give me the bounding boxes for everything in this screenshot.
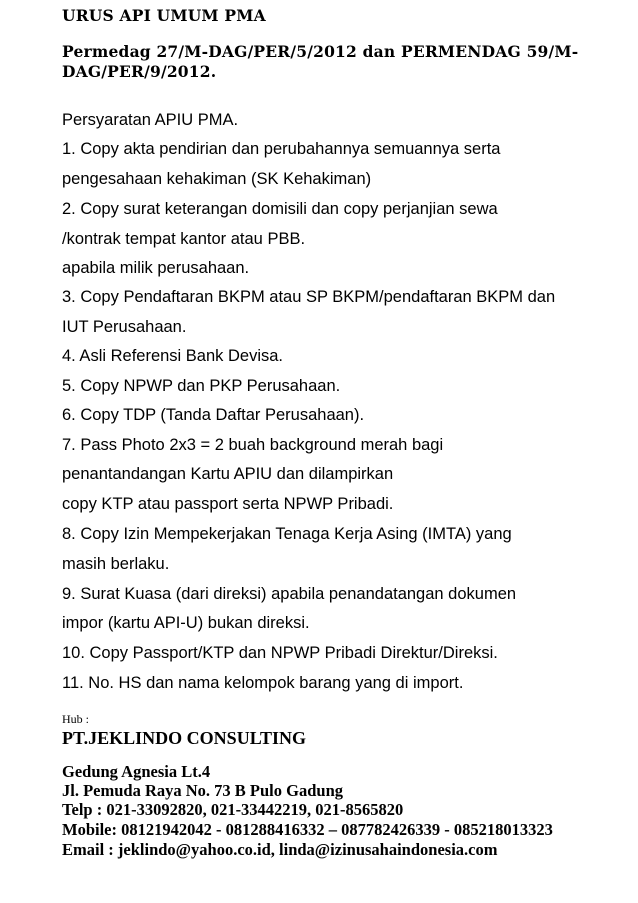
requirement-line: 1. Copy akta pendirian dan perubahannya semuannya serta [62, 140, 501, 158]
requirement-line: 4. Asli Referensi Bank Devisa. [62, 347, 284, 365]
requirement-line: apabila milik perusahaan. [62, 259, 250, 277]
requirement-line: copy KTP atau passport serta NPWP Pribadi. [62, 495, 394, 513]
requirement-line: 3. Copy Pendaftaran BKPM atau SP BKPM/pendaftaran BKPM dan [62, 288, 556, 306]
requirement-line: impor (kartu API-U) bukan direksi. [62, 614, 310, 632]
requirement-line: /kontrak tempat kantor atau PBB. [62, 230, 306, 248]
contact-address: Jl. Pemuda Raya No. 73 B Pulo Gadung [62, 781, 343, 800]
requirement-line: pengesahaan kehakiman (SK Kehakiman) [62, 170, 372, 188]
regulation-reference: Permedag 27/M-DAG/PER/5/2012 dan PERMENDAG 59/M-DAG/PER/9/2012. [62, 42, 579, 81]
requirement-line: 5. Copy NPWP dan PKP Perusahaan. [62, 377, 341, 395]
requirement-line: 6. Copy TDP (Tanda Daftar Perusahaan). [62, 406, 365, 424]
requirement-line: masih berlaku. [62, 555, 170, 573]
requirement-line: 7. Pass Photo 2x3 = 2 buah background merah bagi [62, 436, 444, 454]
contact-mobile: Mobile: 08121942042 - 081288416332 – 087782426339 - 085218013323 [62, 820, 553, 839]
requirements-heading: Persyaratan APIU PMA. [62, 111, 239, 129]
requirement-line: 2. Copy surat keterangan domisili dan copy perjanjian sewa [62, 200, 498, 218]
requirement-line: 9. Surat Kuasa (dari direksi) apabila penandatangan dokumen [62, 585, 517, 603]
requirement-line: 10. Copy Passport/KTP dan NPWP Pribadi Direktur/Direksi. [62, 644, 498, 662]
contact-email: Email : jeklindo@yahoo.co.id, linda@izinusahaindonesia.com [62, 840, 498, 859]
requirement-line: penantandangan Kartu APIU dan dilampirkan [62, 465, 394, 483]
document-title: URUS API UMUM PMA [62, 6, 266, 25]
hub-label: Hub : [62, 712, 89, 726]
company-name: PT.JEKLINDO CONSULTING [62, 728, 307, 748]
requirement-line: 8. Copy Izin Mempekerjakan Tenaga Kerja Asing (IMTA) yang [62, 525, 512, 543]
contact-building: Gedung Agnesia Lt.4 [62, 762, 211, 781]
contact-phone: Telp : 021-33092820, 021-33442219, 021-8565820 [62, 800, 404, 819]
requirement-line: 11. No. HS dan nama kelompok barang yang di import. [62, 674, 464, 692]
requirement-line: IUT Perusahaan. [62, 318, 187, 336]
